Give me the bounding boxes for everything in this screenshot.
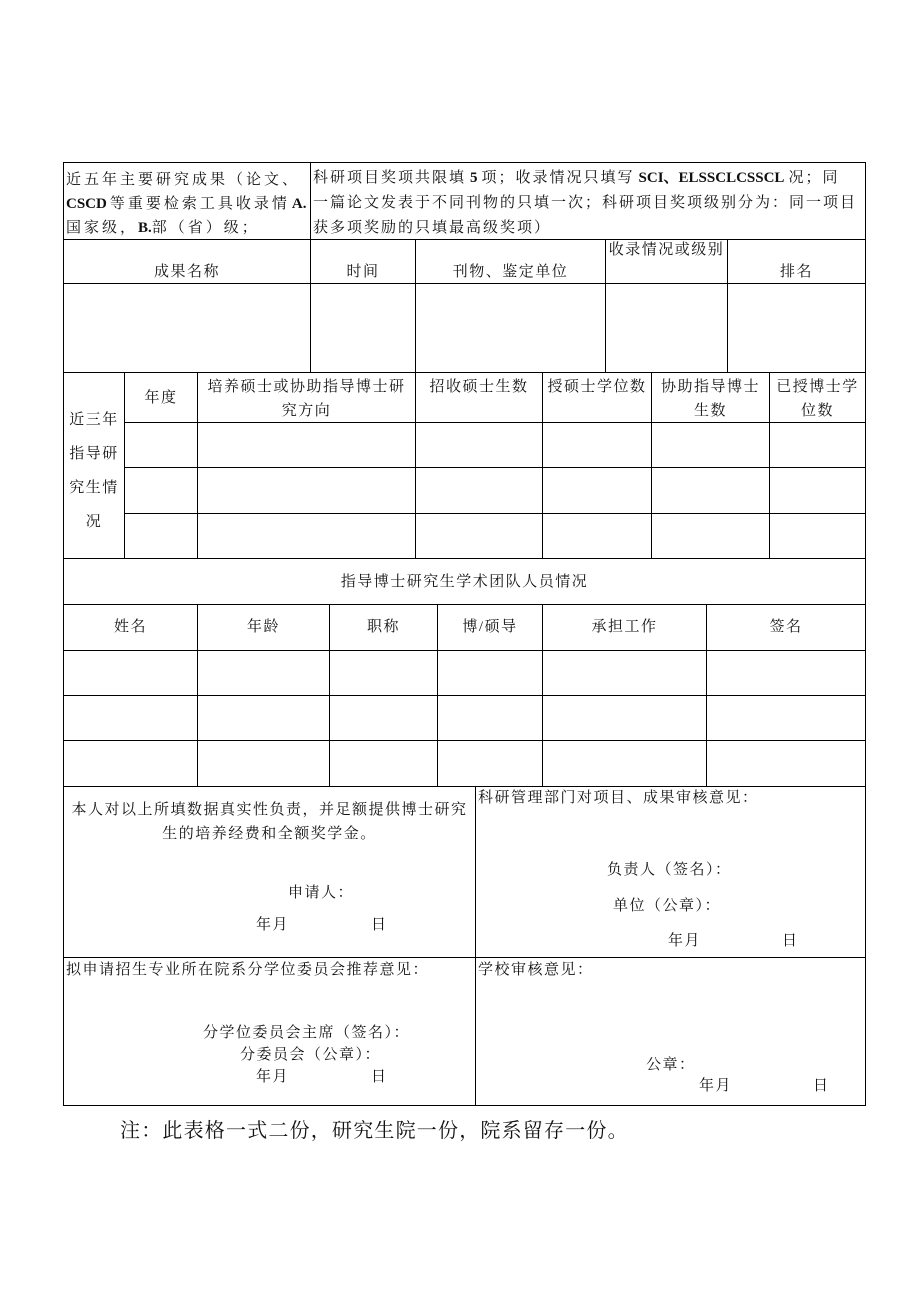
col-label-phd-degrees xyxy=(770,375,865,423)
team-entry-cell xyxy=(63,740,198,787)
col-label-direction-line-2: 究方向 xyxy=(281,403,332,419)
supervision-entry-cell xyxy=(124,467,198,514)
col-label-duty: 承担工作 xyxy=(591,619,658,635)
col-header-publication xyxy=(415,239,606,284)
col-label-phd-assist xyxy=(652,375,769,423)
university-seal-label: 公章： xyxy=(646,1057,696,1073)
supervision-side-label-cell xyxy=(63,372,125,559)
intro-line-2 xyxy=(66,192,306,216)
supervision-entry-cell xyxy=(415,467,543,514)
side-label-line: 指导研 xyxy=(69,446,119,462)
applicant-statement xyxy=(64,798,475,846)
supervision-entry-cell xyxy=(124,422,198,468)
col-header-achievement-name xyxy=(63,239,311,284)
team-entry-cell xyxy=(542,650,707,696)
intro-line-3-text-2: 部（省）级； xyxy=(151,220,260,236)
applicant-declaration-cell xyxy=(63,786,476,958)
col-header-direction xyxy=(197,372,416,423)
team-entry-cell xyxy=(197,650,330,696)
team-entry-cell xyxy=(197,740,330,787)
supervision-entry-cell xyxy=(415,422,543,468)
applicant-statement-line-1: 本人对以上所填数据真实性负责，并足额提供博士研究 xyxy=(71,802,468,818)
research-office-date-year-month: 年月 xyxy=(668,933,702,949)
col-label-time: 时间 xyxy=(346,264,380,280)
col-header-indexing xyxy=(605,239,728,284)
supervision-entry-cell xyxy=(197,422,416,468)
col-header-age xyxy=(197,604,330,651)
cscd-text: CSCD xyxy=(66,196,107,212)
supervision-entry-cell xyxy=(124,513,198,559)
research-office-unit-label: 单位（公章）： xyxy=(613,898,722,914)
team-entry-cell xyxy=(197,695,330,741)
supervision-entry-cell xyxy=(542,422,652,468)
supervision-entry-cell xyxy=(415,513,543,559)
supervision-entry-cell xyxy=(769,467,866,514)
notes-line-1-text-1: 科研项目奖项共限填 xyxy=(313,170,467,186)
notes-line-1-text-2: 项；收录情况只填写 xyxy=(481,170,635,186)
footnote: 注：此表格一式二份，研究生院一份，院系留存一份。 xyxy=(120,1120,629,1142)
limit-number: 5 xyxy=(470,170,478,186)
col-label-direction-line-1: 培养硕士或协助指导博士研 xyxy=(207,379,406,395)
team-title-cell xyxy=(63,558,866,605)
department-date-year-month: 年月 xyxy=(256,1069,290,1085)
col-label-age: 年龄 xyxy=(246,619,280,635)
team-entry-cell xyxy=(542,695,707,741)
col-header-time xyxy=(310,239,416,284)
col-label-year: 年度 xyxy=(144,390,178,406)
col-label-master-degrees: 授硕士学位数 xyxy=(547,379,647,395)
col-header-phd-assist xyxy=(651,372,770,423)
supervision-entry-cell xyxy=(197,513,416,559)
col-header-signature xyxy=(706,604,866,651)
level-a-text: A. xyxy=(291,196,307,212)
team-entry-cell xyxy=(437,740,543,787)
department-date-day: 日 xyxy=(371,1069,388,1085)
side-label-line: 究生情 xyxy=(69,480,119,496)
team-entry-cell xyxy=(329,695,438,741)
col-label-direction xyxy=(198,375,415,423)
col-label-supervisor: 博/硕导 xyxy=(462,619,518,635)
col-label-indexing: 收录情况或级别 xyxy=(608,242,725,258)
col-header-title xyxy=(329,604,438,651)
index-names: SCI、ELSSCLCSSCL xyxy=(638,170,785,186)
col-label-publication: 刊物、鉴定单位 xyxy=(452,264,569,280)
side-label-line: 近三年 xyxy=(69,412,119,428)
department-heading: 拟申请招生专业所在院系分学位委员会推荐意见： xyxy=(66,962,430,978)
intro-line-3 xyxy=(66,216,306,240)
supervision-entry-cell xyxy=(651,467,770,514)
col-header-master-enrolled xyxy=(415,372,543,423)
intro-line-3-text-1: 国家级， xyxy=(66,220,139,236)
col-label-achievement-name: 成果名称 xyxy=(153,264,220,280)
achievements-notes-cell xyxy=(310,162,866,240)
applicant-statement-line-2: 生的培养经费和全额奖学金。 xyxy=(162,826,377,842)
col-header-master-degrees xyxy=(542,372,652,423)
intro-line-1: 近五年主要研究成果（论文、 xyxy=(66,172,301,188)
research-office-person-label: 负责人（签名）： xyxy=(607,862,732,878)
intro-line-2-text: 等重要检索工具收录情 xyxy=(109,196,290,212)
col-header-rank xyxy=(727,239,866,284)
notes-line-1-text-3: 况；同 xyxy=(788,170,840,186)
notes-line-1 xyxy=(313,166,857,191)
achievement-entry-cell xyxy=(63,283,311,373)
supervision-entry-cell xyxy=(651,422,770,468)
col-label-rank: 排名 xyxy=(779,264,813,280)
team-entry-cell xyxy=(706,650,866,696)
achievements-intro-text xyxy=(66,168,306,240)
research-office-date-day: 日 xyxy=(782,933,799,949)
supervision-entry-cell xyxy=(542,513,652,559)
applicant-label: 申请人： xyxy=(288,885,355,901)
col-header-year xyxy=(124,372,198,423)
team-entry-cell xyxy=(329,740,438,787)
col-header-member-name xyxy=(63,604,198,651)
col-label-title: 职称 xyxy=(366,619,400,635)
col-label-phd-assist-line-2: 生数 xyxy=(693,403,727,419)
university-date-day: 日 xyxy=(813,1078,830,1094)
level-b-text: B. xyxy=(138,220,152,236)
applicant-date-day: 日 xyxy=(371,917,388,933)
team-entry-cell xyxy=(437,695,543,741)
department-chair-label: 分学位委员会主席（签名）： xyxy=(203,1025,411,1041)
achievement-entry-cell xyxy=(415,283,606,373)
team-title: 指导博士研究生学术团队人员情况 xyxy=(340,574,589,590)
achievement-entry-cell xyxy=(310,283,416,373)
department-committee-label: 分委员会（公章）： xyxy=(240,1047,382,1063)
achievements-notes-text xyxy=(313,166,857,241)
col-label-phd-degrees-line-1: 已授博士学 xyxy=(776,379,859,395)
supervision-entry-cell xyxy=(197,467,416,514)
university-heading: 学校审核意见： xyxy=(478,962,594,978)
side-label-line: 况 xyxy=(85,514,103,530)
supervision-entry-cell xyxy=(769,513,866,559)
col-label-member-name: 姓名 xyxy=(113,619,147,635)
team-entry-cell xyxy=(63,650,198,696)
team-entry-cell xyxy=(706,740,866,787)
university-date-year-month: 年月 xyxy=(699,1078,733,1094)
col-header-phd-degrees xyxy=(769,372,866,423)
col-header-duty xyxy=(542,604,707,651)
notes-line-3: 获多项奖励的只填最高级奖项） xyxy=(313,220,552,236)
achievement-entry-cell xyxy=(727,283,866,373)
team-entry-cell xyxy=(706,695,866,741)
research-office-review-cell xyxy=(475,786,866,958)
supervision-entry-cell xyxy=(542,467,652,514)
supervision-side-label xyxy=(64,403,124,539)
university-review-cell xyxy=(475,957,866,1106)
supervision-entry-cell xyxy=(651,513,770,559)
research-office-heading: 科研管理部门对项目、成果审核意见： xyxy=(478,790,759,806)
team-entry-cell xyxy=(437,650,543,696)
team-entry-cell xyxy=(329,650,438,696)
col-label-phd-degrees-line-2: 位数 xyxy=(800,403,834,419)
applicant-date-year-month: 年月 xyxy=(256,917,290,933)
achievement-entry-cell xyxy=(605,283,728,373)
col-label-signature: 签名 xyxy=(769,619,803,635)
col-label-master-enrolled: 招收硕士生数 xyxy=(429,379,529,395)
notes-line-2: 一篇论文发表于不同刊物的只填一次；科研项目奖项级别分为：同一项目 xyxy=(313,195,858,211)
department-recommendation-cell xyxy=(63,957,476,1106)
achievements-intro-cell xyxy=(63,162,311,240)
col-label-phd-assist-line-1: 协助指导博士 xyxy=(660,379,760,395)
team-entry-cell xyxy=(542,740,707,787)
team-entry-cell xyxy=(63,695,198,741)
col-header-supervisor xyxy=(437,604,543,651)
supervision-entry-cell xyxy=(769,422,866,468)
